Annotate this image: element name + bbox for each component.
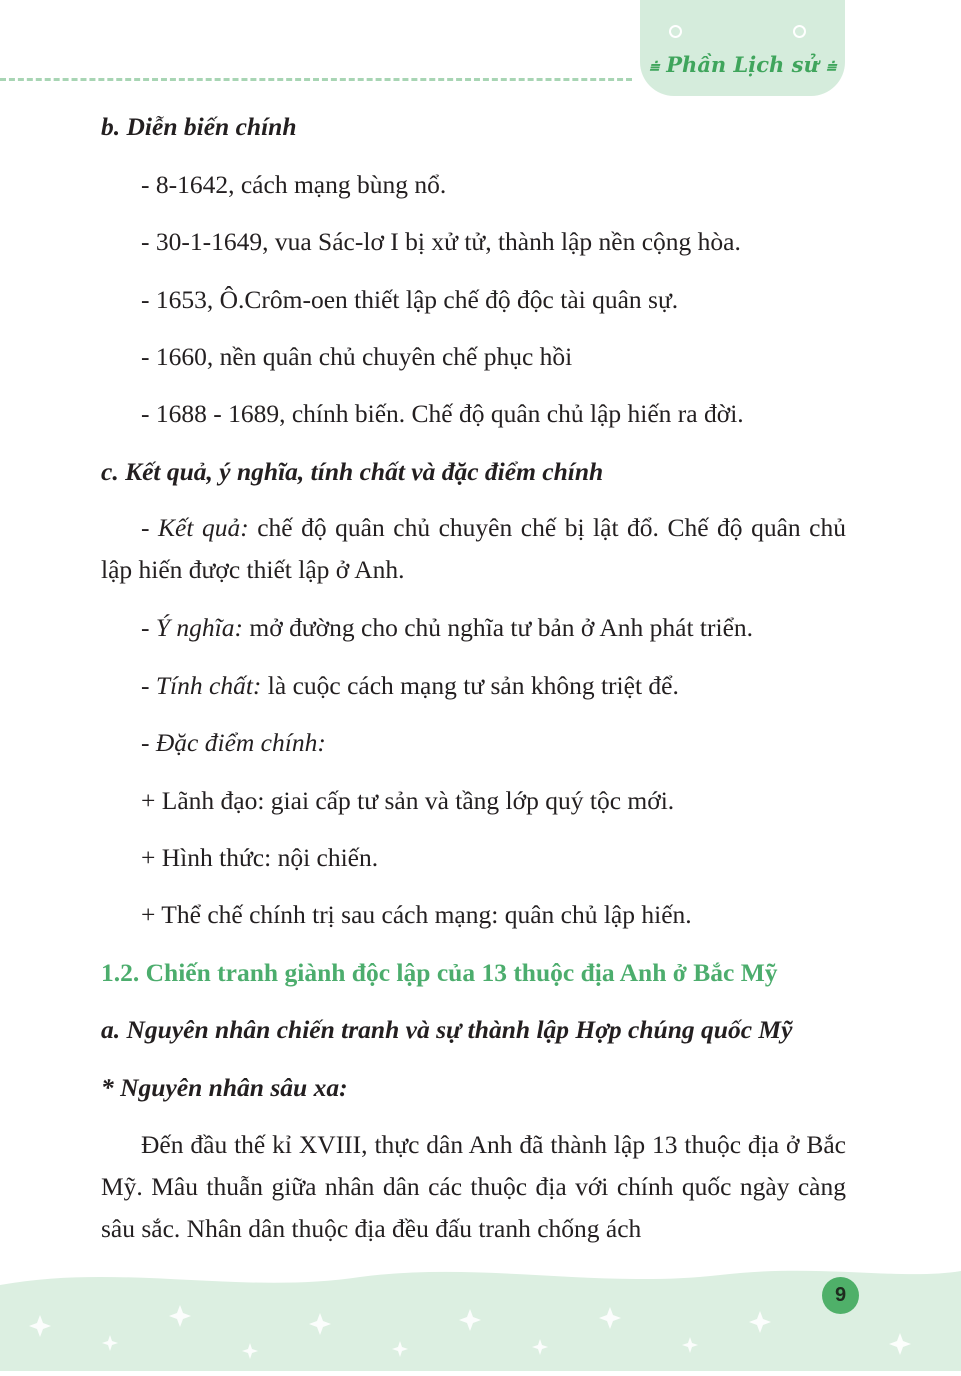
feature-item: + Lãnh đạo: giai cấp tư sản và tầng lớp quý tộc mới. (141, 786, 675, 815)
meaning-line: - Ý nghĩa: mở đường cho chủ nghĩa tư bản ở Anh phát triển. (141, 613, 754, 642)
header-dashed-line (0, 78, 632, 81)
heading-b: b. Diễn biến chính (101, 112, 297, 141)
section-tab-text: Phần Lịch sử (666, 52, 819, 77)
deep-cause-heading: * Nguyên nhân sâu xa: (101, 1073, 348, 1102)
result-paragraph: - Kết quả: chế độ quân chủ chuyên chế bị lật đổ. Chế độ quân chủ lập hiến được thiết lập ở Anh. (101, 513, 846, 584)
nature-label: Tính chất: (155, 671, 262, 700)
heading-c: c. Kết quả, ý nghĩa, tính chất và đặc điểm chính (101, 457, 604, 486)
result-text: chế độ quân chủ chuyên chế bị lật đổ. Chế độ quân chủ lập hiến được thiết lập ở Anh. (101, 513, 846, 584)
decoration-left-icon: ⩧ (649, 57, 659, 77)
meaning-label: Ý nghĩa: (155, 613, 244, 642)
section-tab-label (640, 52, 845, 77)
features-line: - Đặc điểm chính: (141, 728, 326, 757)
body-paragraph: Đến đầu thế kỉ XVIII, thực dân Anh đã thành lập 13 thuộc địa ở Bắc Mỹ. Mâu thuẫn giữa nhân dân các thuộc địa với chính quốc ngày càng sâu sắc. Nhân dân thuộc địa đều đấu tranh chống ách (101, 1130, 846, 1243)
section-heading-1-2: 1.2. Chiến tranh giành độc lập của 13 thuộc địa Anh ở Bắc Mỹ (101, 958, 778, 987)
event-item: - 1660, nền quân chủ chuyên chế phục hồi (141, 342, 573, 371)
heading-a: a. Nguyên nhân chiến tranh và sự thành lập Hợp chúng quốc Mỹ (101, 1015, 793, 1044)
tab-hole-right-icon (793, 25, 806, 38)
features-label: Đặc điểm chính: (155, 728, 326, 757)
event-item: - 1688 - 1689, chính biến. Chế độ quân chủ lập hiến ra đời. (141, 399, 744, 428)
event-item: - 30-1-1649, vua Sác-lơ I bị xử tử, thành lập nền cộng hòa. (141, 227, 741, 256)
nature-line: - Tính chất: là cuộc cách mạng tư sản không triệt để. (141, 671, 679, 700)
event-item: - 8-1642, cách mạng bùng nổ. (141, 170, 447, 199)
nature-text: là cuộc cách mạng tư sản không triệt để. (261, 671, 679, 700)
section-tab (640, 0, 845, 96)
result-label: Kết quả: (158, 513, 249, 542)
decoration-right-icon: ⩧ (826, 57, 836, 77)
footer-decoration (0, 1255, 961, 1371)
page-number-badge: 9 (822, 1277, 859, 1314)
event-item: - 1653, Ô.Crôm-oen thiết lập chế độ độc tài quân sự. (141, 285, 679, 314)
meaning-text: mở đường cho chủ nghĩa tư bản ở Anh phát triển. (243, 613, 754, 642)
feature-item: + Thể chế chính trị sau cách mạng: quân chủ lập hiến. (141, 900, 692, 929)
footer-wave (0, 1255, 961, 1371)
feature-item: + Hình thức: nội chiến. (141, 843, 379, 872)
tab-hole-left-icon (669, 25, 682, 38)
